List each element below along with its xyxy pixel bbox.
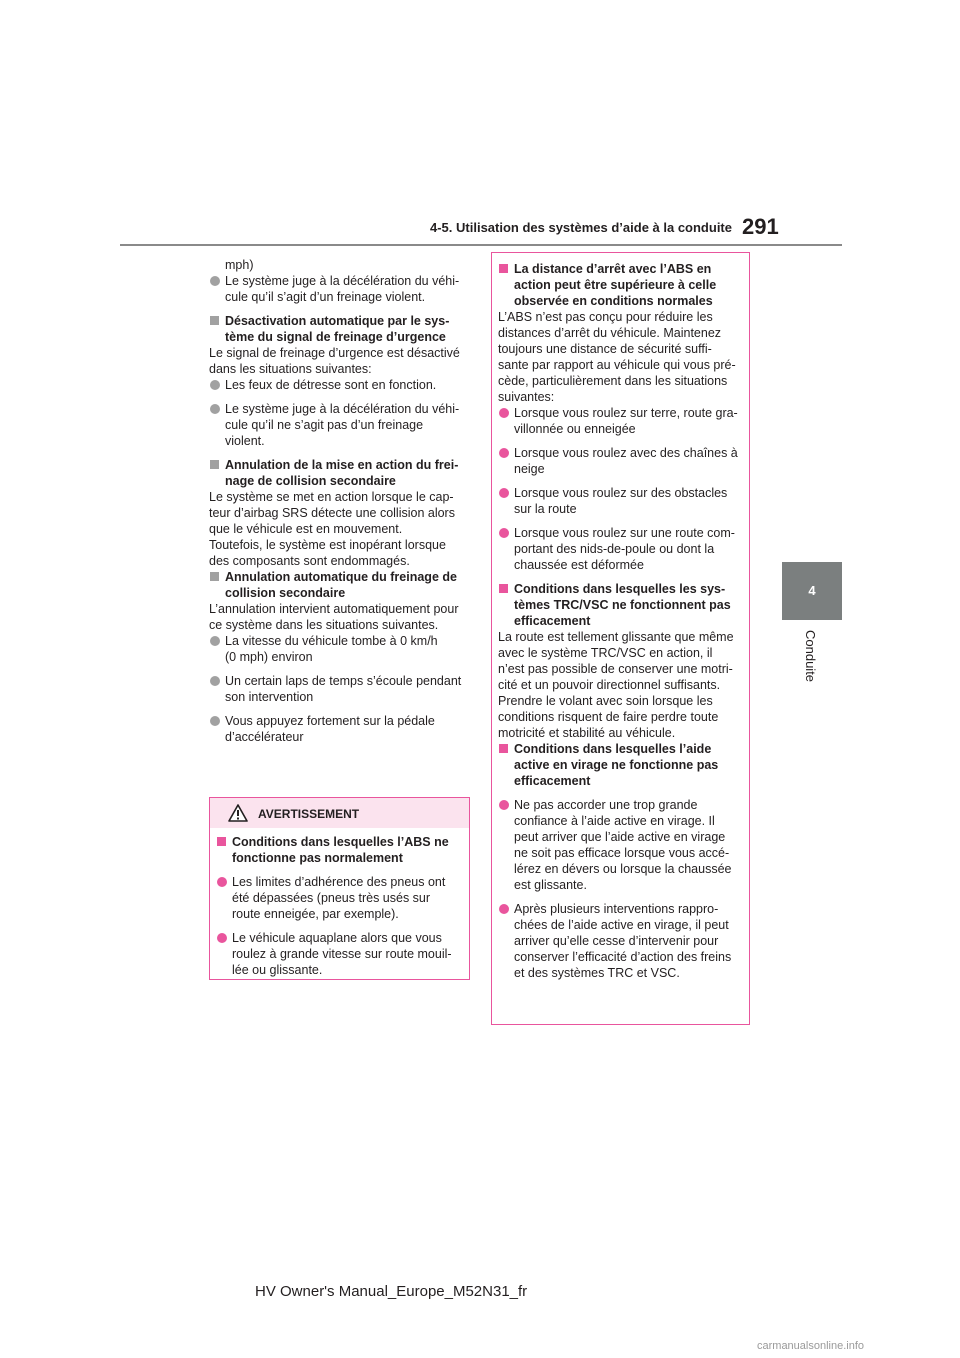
chapter-label: Conduite: [803, 630, 818, 683]
caution-box: [491, 252, 750, 1025]
section-heading: Annulation de la mise en action du frei- nage de collision secondaire: [209, 457, 469, 489]
section-title: 4-5. Utilisation des systèmes d’aide à la conduite: [430, 220, 732, 235]
paragraph: L’annulation intervient automatiquement pour ce système dans les situations suivantes.: [209, 602, 459, 632]
warning-content: [216, 834, 462, 986]
section-heading: Conditions dans lesquelles les sys- tèmes TRC/VSC ne fonctionnent pas efficacement: [498, 581, 742, 629]
warning-header: [210, 798, 469, 828]
list-item: Lorsque vous roulez avec des chaînes à neige: [498, 445, 742, 477]
list-item: Le véhicule aquaplane alors que vous roulez à grande vitesse sur route mouil- lée ou glissante.: [216, 930, 462, 978]
section-heading: Annulation automatique du freinage de collision secondaire: [209, 569, 469, 601]
continuation-text: mph): [225, 258, 254, 272]
list-item: Vous appuyez fortement sur la pédale d’accélérateur: [209, 713, 469, 745]
list-item: Un certain laps de temps s’écoule pendant son intervention: [209, 673, 469, 705]
list-item: La vitesse du véhicule tombe à 0 km/h (0 mph) environ: [209, 633, 469, 665]
header-rule: [120, 244, 842, 246]
list-item: Après plusieurs interventions rappro- chées de l’aide active en virage, il peut arriver qu’elle cesse d’intervenir pour conserver l’efficacité d’action des freins et des systèmes TRC et VSC.: [498, 901, 742, 981]
chapter-tab: 4: [782, 562, 842, 620]
section-heading: Conditions dans lesquelles l’ABS ne fonctionne pas normalement: [216, 834, 462, 866]
list-item: Lorsque vous roulez sur une route com- portant des nids-de-poule ou dont la chaussée est déformée: [498, 525, 742, 573]
list-item: Ne pas accorder une trop grande confiance à l’aide active en virage. Il peut arriver que l’aide active en virage ne soit pas efficace lorsque vous accé- lérez en dévers ou lorsque la chaussée est glissante.: [498, 797, 742, 893]
section-heading: Désactivation automatique par le sys- tème du signal de freinage d’urgence: [209, 313, 469, 345]
paragraph: La route est tellement glissante que même avec le système TRC/VSC en action, il n’est pas possible de conserver une motri- cité et un pouvoir directionnel suffisants. Prendre le volant avec soin lorsque les conditions risquent de faire perdre toute motricité et stabilité au véhicule.: [498, 630, 734, 740]
list-item: Le système juge à la décélération du véhi- cule qu’il ne s’agit pas d’un freinage violent.: [209, 401, 469, 449]
list-item: Lorsque vous roulez sur des obstacles sur la route: [498, 485, 742, 517]
list-item: Lorsque vous roulez sur terre, route gra- villonnée ou enneigée: [498, 405, 742, 437]
footer-text: HV Owner's Manual_Europe_M52N31_fr: [255, 1283, 528, 1300]
paragraph: L’ABS n’est pas conçu pour réduire les distances d’arrêt du véhicule. Maintenez toujours une distance de sécurité suffi- sante par rapport au véhicule qui vous pré- cède, particulièrement dans les situations suivantes:: [498, 310, 736, 404]
warning-triangle-icon: [228, 804, 248, 822]
section-heading: Conditions dans lesquelles l’aide active en virage ne fonctionne pas efficacement: [498, 741, 742, 789]
list-item: Le système juge à la décélération du véhi- cule qu’il s’agit d’un freinage violent.: [209, 273, 469, 305]
left-column: [209, 257, 469, 753]
warning-title: AVERTISSEMENT: [258, 807, 360, 821]
paragraph: Le signal de freinage d’urgence est désactivé dans les situations suivantes:: [209, 346, 460, 376]
warning-box: [209, 797, 470, 980]
watermark: carmanualsonline.info: [757, 1340, 865, 1352]
section-heading: La distance d’arrêt avec l’ABS en action peut être supérieure à celle observée en conditions normales: [498, 261, 742, 309]
caution-content: [498, 261, 742, 989]
list-item: Les feux de détresse sont en fonction.: [209, 377, 469, 393]
page-number: 291: [742, 214, 779, 239]
paragraph: Le système se met en action lorsque le cap- teur d’airbag SRS détecte une collision alors que le véhicule est en mouvement. Toutefois, le système est inopérant lorsque des composants sont endommagés.: [209, 490, 455, 568]
list-item: Les limites d’adhérence des pneus ont été dépassées (pneus très usés sur route enneigée, par exemple).: [216, 874, 462, 922]
